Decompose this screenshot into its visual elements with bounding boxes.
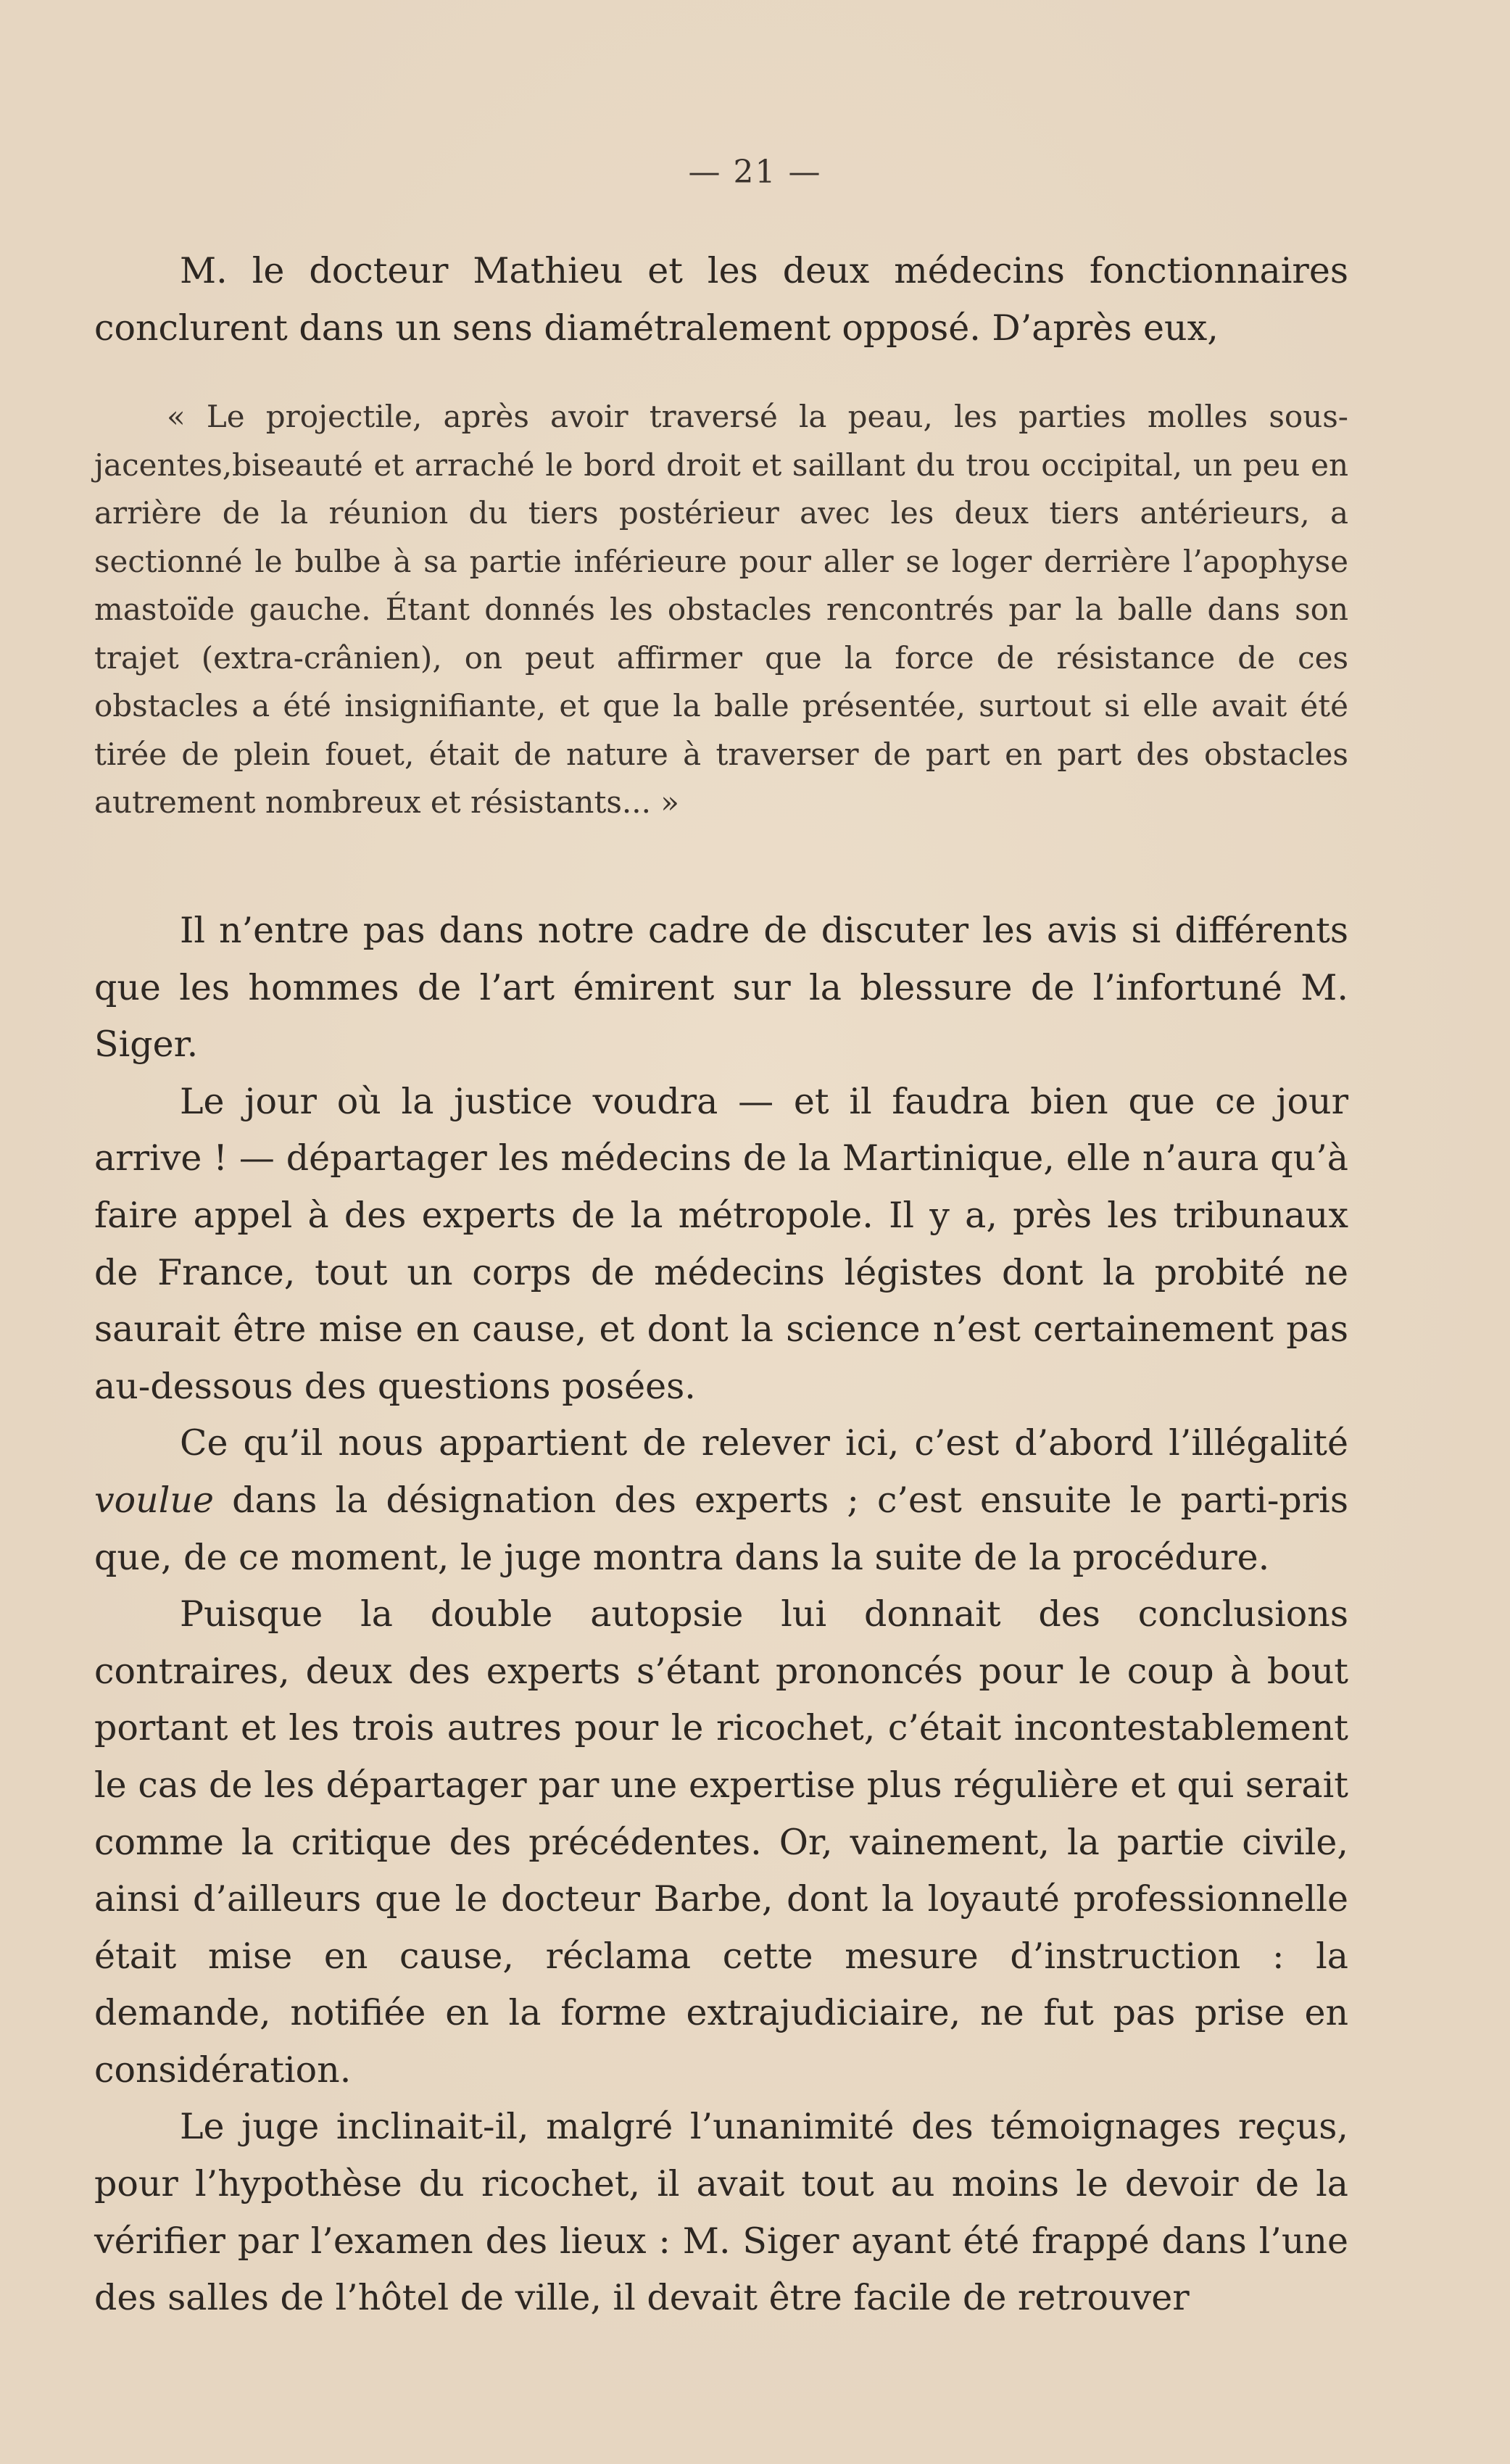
body-text [94, 903, 1348, 2327]
paragraph-double-autopsie: Puisque la double autopsie lui donnait des conclusions contraires, deux des experts s’étant prononcés pour le coup à bout portant et les trois autres pour le ricochet, c’était incontestablement le cas de les départager par une expertise plus régulière et qui serait comme la critique des précédentes. Or, vainement, la partie civile, ainsi d’ailleurs que le docteur Barbe, dont la loyauté professionnelle était mise en cause, réclama cette mesure d’instruction : la demande, notifiée en la forme extrajudiciaire, ne fut pas prise en considération. [94, 1593, 1348, 2091]
page-number: — 21 — [688, 154, 822, 191]
paragraph-justice: Le jour où la justice voudra — et il faudra bien que ce jour arrive ! — départager les médecins de la Martinique, elle n’aura qu’à faire appel à des experts de la métropole. Il y a, près les tribunaux de France, tout un corps de médecins légistes dont la probité ne saurait être mise en cause, et dont la science n’est certainement pas au-dessous des questions posées. [94, 1080, 1348, 1407]
quoted-expert-report: « Le projectile, après avoir traversé la peau, les parties molles sous-jacentes,biseauté et arraché le bord droit et saillant du trou occipital, un peu en arrière de la réunion du tiers postérieur avec les deux tiers antérieurs, a sectionné le bulbe à sa partie inférieure pour aller se loger derrière l’apophyse mastoïde gauche. Étant donnés les obstacles rencontrés par la balle dans son trajet (extra-crânien), on peut affirmer que la force de résistance de ces obstacles a été insignifiante, et que la balle présentée, surtout si elle avait été tirée de plein fouet, était de nature à traverser de part en part des obstacles autrement nombreux et résistants... » [94, 399, 1348, 820]
paragraph-illegalite [94, 1415, 1348, 1586]
opening-paragraph-block [94, 243, 1348, 357]
paragraph-cadre: Il n’entre pas dans notre cadre de discuter les avis si différents que les hommes de l’art émirent sur la blessure de l’infortuné M. Siger. [94, 910, 1348, 1066]
illegalite-text-start: Ce qu’il nous appartient de relever ici, c’est d’abord l’illégalité [180, 1422, 1348, 1464]
quotation-block [94, 393, 1348, 827]
paragraph-doctor-mathieu: M. le docteur Mathieu et les deux médecins fonctionnaires conclurent dans un sens diamétralement opposé. D’après eux, [94, 250, 1348, 349]
illegalite-text-end: dans la désignation des experts ; c’est ensuite le parti-pris que, de ce moment, le juge montra dans la suite de la procédure. [94, 1479, 1349, 1578]
paragraph-juge-ricochet: Le juge inclinait-il, malgré l’unanimité des témoignages reçus, pour l’hypothèse du ricochet, il avait tout au moins le devoir de la vérifier par l’examen des lieux : M. Siger ayant été frappé dans l’une des salles de l’hôtel de ville, il devait être facile de retrouver [94, 2106, 1348, 2319]
emphasis-voulue: voulue [94, 1479, 214, 1521]
